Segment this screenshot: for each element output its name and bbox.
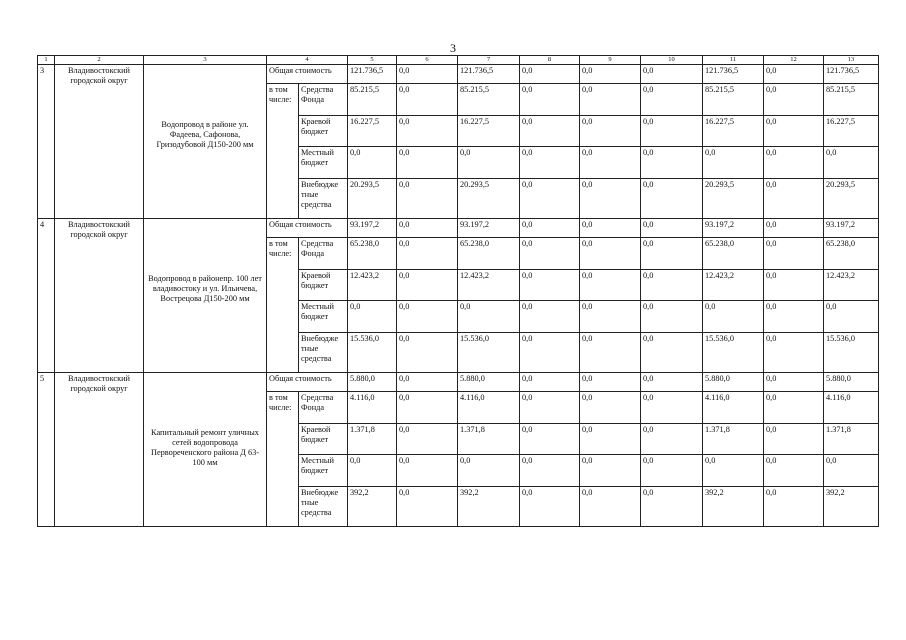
value-cell: 0,0	[703, 301, 764, 333]
value-cell: 5.880,0	[348, 373, 397, 392]
value-cell: 85.215,5	[348, 84, 397, 116]
column-number-cell: 9	[580, 56, 641, 65]
value-cell: 0,0	[824, 301, 879, 333]
value-cell: 0,0	[580, 65, 641, 84]
value-cell: 20.293,5	[458, 179, 520, 219]
value-cell: 0,0	[764, 373, 824, 392]
column-number-cell: 5	[348, 56, 397, 65]
including-label: в том числе:	[267, 84, 299, 219]
value-cell: 15.536,0	[348, 333, 397, 373]
value-cell: 4.116,0	[824, 392, 879, 424]
value-cell: 65.238,0	[458, 238, 520, 270]
value-cell: 15.536,0	[458, 333, 520, 373]
funding-source-label: Внебюдже тные средства	[299, 333, 348, 373]
funding-source-label: Местный бюджет	[299, 455, 348, 487]
value-cell: 0,0	[397, 219, 458, 238]
value-cell: 0,0	[764, 392, 824, 424]
municipality-cell: Владивостокский городской округ	[55, 219, 144, 373]
value-cell: 1.371,8	[458, 424, 520, 455]
value-cell: 392,2	[458, 487, 520, 527]
value-cell: 0,0	[520, 301, 580, 333]
value-cell: 0,0	[520, 455, 580, 487]
value-cell: 0,0	[397, 333, 458, 373]
value-cell: 0,0	[580, 116, 641, 147]
value-cell: 0,0	[397, 147, 458, 179]
value-cell: 16.227,5	[824, 116, 879, 147]
value-cell: 0,0	[641, 116, 703, 147]
value-cell: 0,0	[397, 238, 458, 270]
value-cell: 0,0	[520, 65, 580, 84]
column-number-cell: 7	[458, 56, 520, 65]
row-number: 5	[38, 373, 55, 527]
column-number-cell: 4	[267, 56, 348, 65]
value-cell: 0,0	[397, 424, 458, 455]
value-cell: 4.116,0	[703, 392, 764, 424]
value-cell: 0,0	[520, 424, 580, 455]
page-number: 3	[450, 41, 456, 55]
value-cell: 0,0	[580, 147, 641, 179]
value-cell: 65.238,0	[824, 238, 879, 270]
value-cell: 1.371,8	[824, 424, 879, 455]
funding-source-label: Местный бюджет	[299, 147, 348, 179]
value-cell: 16.227,5	[703, 116, 764, 147]
value-cell: 392,2	[824, 487, 879, 527]
column-number-cell: 6	[397, 56, 458, 65]
value-cell: 0,0	[397, 179, 458, 219]
column-number-cell: 2	[55, 56, 144, 65]
value-cell: 0,0	[703, 455, 764, 487]
value-cell: 0,0	[397, 84, 458, 116]
value-cell: 4.116,0	[458, 392, 520, 424]
value-cell: 0,0	[520, 84, 580, 116]
value-cell: 0,0	[824, 455, 879, 487]
value-cell: 93.197,2	[824, 219, 879, 238]
value-cell: 16.227,5	[458, 116, 520, 147]
value-cell: 0,0	[764, 333, 824, 373]
value-cell: 0,0	[641, 424, 703, 455]
value-cell: 0,0	[580, 424, 641, 455]
value-cell: 0,0	[520, 147, 580, 179]
value-cell: 121.736,5	[703, 65, 764, 84]
value-cell: 121.736,5	[348, 65, 397, 84]
value-cell: 0,0	[764, 219, 824, 238]
value-cell: 0,0	[397, 65, 458, 84]
value-cell: 0,0	[641, 301, 703, 333]
value-cell: 0,0	[580, 270, 641, 301]
including-label: в том числе:	[267, 392, 299, 527]
total-cost-label: Общая стоимость	[267, 65, 348, 84]
value-cell: 0,0	[580, 487, 641, 527]
value-cell: 93.197,2	[703, 219, 764, 238]
value-cell: 392,2	[703, 487, 764, 527]
value-cell: 0,0	[641, 392, 703, 424]
value-cell: 0,0	[458, 147, 520, 179]
value-cell: 0,0	[764, 65, 824, 84]
funding-source-label: Внебюдже тные средства	[299, 179, 348, 219]
value-cell: 0,0	[520, 270, 580, 301]
funding-source-label: Краевой бюджет	[299, 270, 348, 301]
value-cell: 0,0	[580, 219, 641, 238]
funding-source-label: Внебюдже тные средства	[299, 487, 348, 527]
value-cell: 0,0	[641, 333, 703, 373]
value-cell: 0,0	[520, 219, 580, 238]
value-cell: 0,0	[580, 179, 641, 219]
value-cell: 85.215,5	[458, 84, 520, 116]
value-cell: 0,0	[641, 84, 703, 116]
total-cost-label: Общая стоимость	[267, 219, 348, 238]
value-cell: 12.423,2	[458, 270, 520, 301]
funding-source-label: Средства Фонда	[299, 84, 348, 116]
value-cell: 0,0	[641, 487, 703, 527]
value-cell: 0,0	[580, 455, 641, 487]
value-cell: 0,0	[397, 270, 458, 301]
value-cell: 0,0	[397, 455, 458, 487]
value-cell: 93.197,2	[458, 219, 520, 238]
value-cell: 392,2	[348, 487, 397, 527]
value-cell: 1.371,8	[703, 424, 764, 455]
value-cell: 0,0	[641, 238, 703, 270]
column-number-cell: 8	[520, 56, 580, 65]
value-cell: 0,0	[641, 270, 703, 301]
column-number-cell: 12	[764, 56, 824, 65]
value-cell: 0,0	[764, 116, 824, 147]
including-label: в том числе:	[267, 238, 299, 373]
value-cell: 0,0	[348, 455, 397, 487]
value-cell: 121.736,5	[458, 65, 520, 84]
value-cell: 0,0	[520, 116, 580, 147]
object-name-cell: Водопровод в районепр. 100 лет владивостоку и ул. Ильичева, Вострецова Д150-200 мм	[144, 219, 267, 373]
value-cell: 0,0	[397, 373, 458, 392]
value-cell: 0,0	[520, 179, 580, 219]
value-cell: 12.423,2	[824, 270, 879, 301]
value-cell: 4.116,0	[348, 392, 397, 424]
value-cell: 0,0	[764, 424, 824, 455]
value-cell: 0,0	[641, 455, 703, 487]
value-cell: 0,0	[641, 219, 703, 238]
value-cell: 0,0	[348, 301, 397, 333]
funding-source-label: Средства Фонда	[299, 238, 348, 270]
value-cell: 85.215,5	[703, 84, 764, 116]
value-cell: 0,0	[703, 147, 764, 179]
value-cell: 0,0	[520, 392, 580, 424]
value-cell: 0,0	[348, 147, 397, 179]
value-cell: 0,0	[764, 179, 824, 219]
column-number-cell: 13	[824, 56, 879, 65]
value-cell: 5.880,0	[824, 373, 879, 392]
funding-source-label: Краевой бюджет	[299, 424, 348, 455]
value-cell: 0,0	[397, 487, 458, 527]
total-cost-label: Общая стоимость	[267, 373, 348, 392]
table-body	[38, 56, 879, 527]
value-cell: 0,0	[580, 301, 641, 333]
value-cell: 0,0	[580, 238, 641, 270]
value-cell: 12.423,2	[348, 270, 397, 301]
municipality-cell: Владивостокский городской округ	[55, 65, 144, 219]
value-cell: 0,0	[458, 455, 520, 487]
value-cell: 0,0	[397, 301, 458, 333]
table-row	[38, 65, 879, 84]
value-cell: 12.423,2	[703, 270, 764, 301]
municipality-cell: Владивостокский городской округ	[55, 373, 144, 527]
row-number: 3	[38, 65, 55, 219]
value-cell: 0,0	[520, 333, 580, 373]
value-cell: 0,0	[397, 116, 458, 147]
value-cell: 0,0	[520, 487, 580, 527]
value-cell: 0,0	[641, 373, 703, 392]
value-cell: 16.227,5	[348, 116, 397, 147]
value-cell: 0,0	[641, 65, 703, 84]
object-name-cell: Капитальный ремонт уличных сетей водопровода Первореченского района Д 63-100 мм	[144, 373, 267, 527]
value-cell: 0,0	[764, 487, 824, 527]
value-cell: 0,0	[641, 147, 703, 179]
value-cell: 20.293,5	[824, 179, 879, 219]
value-cell: 0,0	[764, 147, 824, 179]
value-cell: 0,0	[764, 84, 824, 116]
value-cell: 0,0	[580, 392, 641, 424]
table-row	[38, 219, 879, 238]
value-cell: 20.293,5	[348, 179, 397, 219]
value-cell: 5.880,0	[703, 373, 764, 392]
value-cell: 93.197,2	[348, 219, 397, 238]
value-cell: 0,0	[641, 179, 703, 219]
value-cell: 0,0	[580, 333, 641, 373]
funding-source-label: Краевой бюджет	[299, 116, 348, 147]
value-cell: 0,0	[520, 238, 580, 270]
value-cell: 121.736,5	[824, 65, 879, 84]
column-number-cell: 11	[703, 56, 764, 65]
column-number-cell: 3	[144, 56, 267, 65]
value-cell: 0,0	[397, 392, 458, 424]
value-cell: 0,0	[764, 455, 824, 487]
column-number-cell: 10	[641, 56, 703, 65]
column-number-header	[38, 56, 879, 65]
table-row	[38, 373, 879, 392]
value-cell: 0,0	[580, 84, 641, 116]
value-cell: 0,0	[764, 270, 824, 301]
object-name-cell: Водопровод в районе ул. Фадеева, Сафонова, Гризодубовой Д150-200 мм	[144, 65, 267, 219]
value-cell: 0,0	[580, 373, 641, 392]
value-cell: 0,0	[520, 373, 580, 392]
value-cell: 0,0	[764, 301, 824, 333]
row-number: 4	[38, 219, 55, 373]
column-number-cell: 1	[38, 56, 55, 65]
funding-source-label: Местный бюджет	[299, 301, 348, 333]
value-cell: 5.880,0	[458, 373, 520, 392]
budget-table	[37, 55, 879, 527]
value-cell: 15.536,0	[824, 333, 879, 373]
funding-source-label: Средства Фонда	[299, 392, 348, 424]
value-cell: 15.536,0	[703, 333, 764, 373]
value-cell: 0,0	[764, 238, 824, 270]
value-cell: 65.238,0	[703, 238, 764, 270]
value-cell: 65.238,0	[348, 238, 397, 270]
value-cell: 0,0	[824, 147, 879, 179]
value-cell: 85.215,5	[824, 84, 879, 116]
value-cell: 20.293,5	[703, 179, 764, 219]
value-cell: 0,0	[458, 301, 520, 333]
value-cell: 1.371,8	[348, 424, 397, 455]
